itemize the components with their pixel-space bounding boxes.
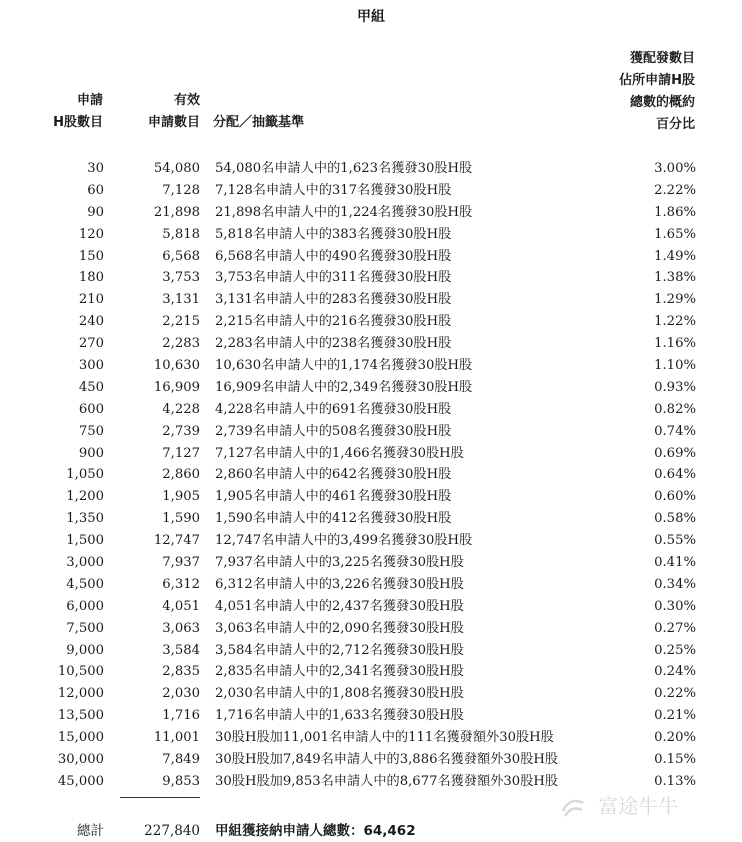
allocation-basis-cell: 16,909名申請人中的2,349名獲發30股H股 [215, 379, 473, 395]
header-valid-line-1: 有效 [173, 93, 200, 108]
applied-shares-cell: 10,500 [57, 664, 104, 680]
percentage-cell: 0.24% [654, 664, 696, 680]
percentage-cell: 1.86% [654, 204, 696, 220]
applied-shares-cell: 1,500 [66, 533, 104, 549]
table-row [0, 464, 742, 486]
table-row [0, 202, 742, 224]
table-row [0, 508, 742, 530]
applied-shares-cell: 1,350 [66, 511, 104, 527]
applied-shares-cell: 12,000 [57, 686, 104, 702]
applied-shares-cell: 240 [78, 314, 104, 330]
valid-applications-cell: 6,312 [162, 576, 200, 592]
applied-shares-cell: 900 [78, 445, 104, 461]
percentage-cell: 1.65% [654, 226, 696, 242]
allocation-table [0, 158, 742, 793]
percentage-cell: 1.29% [654, 292, 696, 308]
allocation-basis-cell: 21,898名申請人中的1,224名獲發30股H股 [215, 204, 473, 220]
valid-applications-cell: 11,001 [153, 730, 200, 746]
header-pct-line-1: 獲配發數目 [629, 51, 695, 66]
table-row [0, 552, 742, 574]
table-row [0, 289, 742, 311]
allocation-basis-cell: 2,739名申請人中的508名獲發30股H股 [215, 423, 452, 439]
valid-applications-cell: 3,063 [162, 620, 200, 636]
valid-applications-cell: 2,860 [162, 467, 200, 483]
header-percentage [619, 48, 695, 136]
allocation-basis-cell: 1,905名申請人中的461名獲發30股H股 [215, 489, 452, 505]
percentage-cell: 0.74% [654, 423, 696, 439]
applied-shares-cell: 750 [78, 423, 104, 439]
total-label: 總計 [77, 823, 104, 839]
valid-applications-cell: 12,747 [153, 533, 200, 549]
table-row [0, 180, 742, 202]
applied-shares-cell: 180 [78, 270, 104, 286]
allocation-basis-cell: 30股H股加11,001名申請人中的111名獲發額外30股H股 [215, 730, 554, 746]
valid-applications-cell: 2,835 [162, 664, 200, 680]
allocation-basis-cell: 3,063名申請人中的2,090名獲發30股H股 [215, 620, 464, 636]
valid-applications-cell: 3,131 [162, 292, 200, 308]
table-row [0, 596, 742, 618]
applied-shares-cell: 1,200 [66, 489, 104, 505]
applied-shares-cell: 150 [78, 248, 104, 264]
allocation-basis-cell: 2,283名申請人中的238名獲發30股H股 [215, 336, 452, 352]
group-title: 甲組 [357, 9, 385, 25]
percentage-cell: 0.21% [654, 708, 696, 724]
applied-shares-cell: 600 [78, 401, 104, 417]
valid-applications-cell: 2,739 [162, 423, 200, 439]
percentage-cell: 3.00% [654, 161, 696, 176]
allocation-basis-cell: 30股H股加7,849名申請人中的3,886名獲發額外30股H股 [215, 752, 559, 768]
percentage-cell: 0.55% [654, 533, 696, 549]
valid-applications-cell: 10,630 [153, 358, 200, 374]
allocation-basis-cell: 1,590名申請人中的412名獲發30股H股 [215, 511, 452, 527]
percentage-cell: 0.69% [654, 445, 696, 461]
percentage-cell: 1.49% [654, 248, 696, 264]
valid-applications-cell: 3,584 [162, 642, 200, 658]
applied-shares-cell: 210 [78, 292, 104, 308]
header-allocation-basis: 分配／抽籤基準 [213, 115, 305, 130]
percentage-cell: 0.27% [654, 620, 696, 636]
valid-applications-cell: 16,909 [153, 379, 200, 395]
percentage-cell: 0.93% [654, 379, 696, 395]
percentage-cell: 1.38% [654, 270, 696, 286]
total-row [0, 820, 742, 842]
valid-applications-cell: 6,568 [162, 248, 200, 264]
allocation-basis-cell: 6,312名申請人中的3,226名獲發30股H股 [215, 576, 464, 592]
applied-shares-cell: 270 [78, 336, 104, 352]
allocation-basis-cell: 7,128名申請人中的317名獲發30股H股 [215, 182, 452, 198]
futu-logo-icon [560, 797, 586, 819]
header-pct-line-4: 百分比 [655, 117, 695, 132]
table-row [0, 311, 742, 333]
valid-applications-cell: 21,898 [153, 204, 200, 220]
table-row [0, 727, 742, 749]
percentage-cell: 0.30% [654, 598, 696, 614]
total-value: 227,840 [144, 823, 200, 839]
applied-shares-cell: 450 [78, 379, 104, 395]
allocation-basis-cell: 5,818名申請人中的383名獲發30股H股 [215, 226, 452, 242]
header-valid-applications [148, 90, 200, 134]
percentage-cell: 1.16% [654, 336, 696, 352]
percentage-cell: 0.64% [654, 467, 696, 483]
watermark-text: 富途牛牛 [598, 794, 679, 818]
allocation-basis-cell: 3,131名申請人中的283名獲發30股H股 [215, 292, 452, 308]
percentage-cell: 2.22% [654, 182, 696, 198]
table-row [0, 355, 742, 377]
table-row [0, 443, 742, 465]
percentage-cell: 0.34% [654, 576, 696, 592]
table-row [0, 333, 742, 355]
total-accepted-text: 甲組獲接納申請人總數：64,462 [215, 823, 416, 839]
valid-applications-cell: 1,905 [162, 489, 200, 505]
allocation-basis-cell: 12,747名申請人中的3,499名獲發30股H股 [215, 533, 473, 549]
total-rule [120, 797, 200, 798]
allocation-basis-cell: 2,215名申請人中的216名獲發30股H股 [215, 314, 452, 330]
percentage-cell: 0.82% [654, 401, 696, 417]
valid-applications-cell: 2,215 [162, 314, 200, 330]
percentage-cell: 0.60% [654, 489, 696, 505]
allocation-basis-cell: 2,860名申請人中的642名獲發30股H股 [215, 467, 452, 483]
table-row [0, 683, 742, 705]
valid-applications-cell: 2,283 [162, 336, 200, 352]
applied-shares-cell: 60 [87, 182, 104, 198]
percentage-cell: 0.22% [654, 686, 696, 702]
applied-shares-cell: 1,050 [66, 467, 104, 483]
applied-shares-cell: 6,000 [66, 598, 104, 614]
header-shares [53, 90, 103, 134]
allocation-basis-cell: 3,584名申請人中的2,712名獲發30股H股 [215, 642, 464, 658]
table-row [0, 246, 742, 268]
applied-shares-cell: 7,500 [66, 620, 104, 636]
valid-applications-cell: 7,128 [162, 182, 200, 198]
table-row [0, 486, 742, 508]
valid-applications-cell: 4,228 [162, 401, 200, 417]
allocation-basis-cell: 7,937名申請人中的3,225名獲發30股H股 [215, 555, 464, 571]
table-row [0, 661, 742, 683]
table-row [0, 421, 742, 443]
valid-applications-cell: 2,030 [162, 686, 200, 702]
applied-shares-cell: 45,000 [57, 773, 104, 789]
allocation-basis-cell: 2,835名申請人中的2,341名獲發30股H股 [215, 664, 464, 680]
header-shares-line-1: 申請 [76, 93, 103, 108]
table-row [0, 618, 742, 640]
header-valid-line-2: 申請數目 [147, 115, 200, 130]
valid-applications-cell: 7,937 [162, 555, 200, 571]
percentage-cell: 0.25% [654, 642, 696, 658]
valid-applications-cell: 54,080 [153, 161, 200, 176]
valid-applications-cell: 9,853 [162, 773, 200, 789]
allocation-basis-cell: 30股H股加9,853名申請人中的8,677名獲發額外30股H股 [215, 773, 559, 789]
table-row [0, 158, 742, 180]
table-row [0, 399, 742, 421]
percentage-cell: 0.15% [654, 752, 696, 768]
applied-shares-cell: 90 [87, 204, 104, 220]
header-shares-line-2: H股數目 [53, 115, 103, 130]
percentage-cell: 1.22% [654, 314, 696, 330]
percentage-cell: 0.58% [654, 511, 696, 527]
valid-applications-cell: 4,051 [162, 598, 200, 614]
applied-shares-cell: 13,500 [57, 708, 104, 724]
table-row [0, 749, 742, 771]
allocation-basis-cell: 10,630名申請人中的1,174名獲發30股H股 [215, 358, 473, 374]
allocation-basis-cell: 4,051名申請人中的2,437名獲發30股H股 [215, 598, 464, 614]
header-pct-line-2: 佔所申請H股 [619, 73, 695, 88]
valid-applications-cell: 3,753 [162, 270, 200, 286]
allocation-basis-cell: 4,228名申請人中的691名獲發30股H股 [215, 401, 452, 417]
applied-shares-cell: 120 [78, 226, 104, 242]
header-pct-line-3: 總數的概約 [629, 95, 695, 110]
table-row [0, 640, 742, 662]
applied-shares-cell: 4,500 [66, 576, 104, 592]
valid-applications-cell: 7,849 [162, 752, 200, 768]
table-row [0, 224, 742, 246]
valid-applications-cell: 1,716 [162, 708, 200, 724]
applied-shares-cell: 9,000 [66, 642, 104, 658]
allocation-basis-cell: 1,716名申請人中的1,633名獲發30股H股 [215, 708, 464, 724]
percentage-cell: 0.13% [654, 773, 696, 789]
allocation-basis-cell: 6,568名申請人中的490名獲發30股H股 [215, 248, 452, 264]
table-row [0, 530, 742, 552]
allocation-basis-cell: 7,127名申請人中的1,466名獲發30股H股 [215, 445, 464, 461]
applied-shares-cell: 30 [87, 161, 104, 176]
table-row [0, 377, 742, 399]
percentage-cell: 1.10% [654, 358, 696, 374]
valid-applications-cell: 7,127 [162, 445, 200, 461]
applied-shares-cell: 30,000 [57, 752, 104, 768]
allocation-basis-cell: 2,030名申請人中的1,808名獲發30股H股 [215, 686, 464, 702]
applied-shares-cell: 300 [78, 358, 104, 374]
applied-shares-cell: 3,000 [66, 555, 104, 571]
percentage-cell: 0.41% [654, 555, 696, 571]
table-row [0, 574, 742, 596]
valid-applications-cell: 1,590 [162, 511, 200, 527]
valid-applications-cell: 5,818 [162, 226, 200, 242]
percentage-cell: 0.20% [654, 730, 696, 746]
watermark [560, 790, 678, 819]
applied-shares-cell: 15,000 [57, 730, 104, 746]
allocation-basis-cell: 3,753名申請人中的311名獲發30股H股 [215, 270, 452, 286]
table-row [0, 705, 742, 727]
table-row [0, 267, 742, 289]
allocation-basis-cell: 54,080名申請人中的1,623名獲發30股H股 [215, 161, 473, 176]
